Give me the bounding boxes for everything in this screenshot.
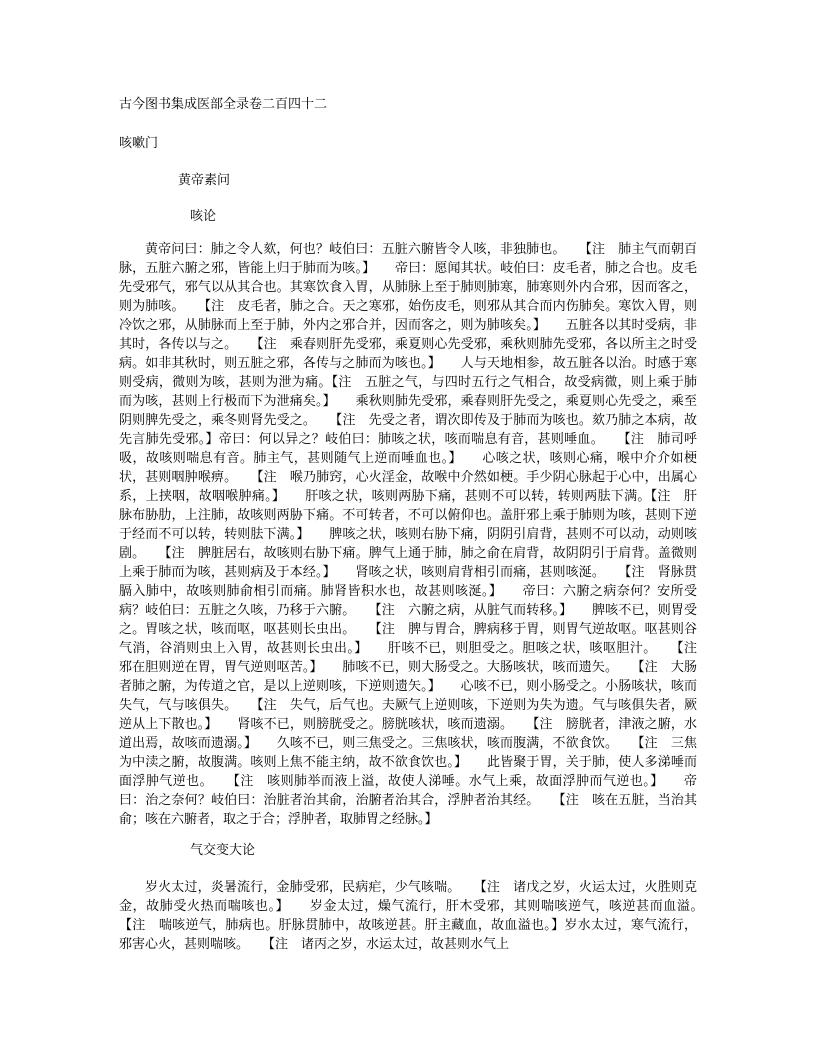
chapter-title-qijiaobian: 气交变大论 bbox=[190, 843, 256, 858]
chapter-body-text-qijiaobian: 岁火太过，炎暑流行，金肺受邪，民病疟，少气咳喘。 【注 诸戊之岁，火运太过，火胜则克金，故肺受火热而喘咳也。】 岁金太过，燥气流行，肝木受邪，其则喘咳逆气，咳逆甚而血溢。 【注 喘咳逆气，肺病也。肝脉贯肺中，故咳逆甚。肝主藏血，故血溢也。】岁水太过，寒气流行，邪害心火，甚则喘咳。 【注 诸丙之岁，水运太过，故甚则水气上 bbox=[119, 880, 724, 952]
chapter-body-text: 黄帝问曰：肺之令人欬，何也？岐伯曰：五脏六腑皆令人咳，非独肺也。 【注 肺主气而朝百脉，五脏六腑之邪，皆能上归于肺而为咳。】 帝曰：愿闻其状。岐伯曰：皮毛者，肺之合也。皮毛先受邪气，邪气以从其合也。其寒饮食入胃，从肺脉上至于肺则肺寒，肺寒则外内合邪，因而客之，则为肺咳。 【注 皮毛者，肺之合。天之寒邪，始伤皮毛，则邪从其合而内伤肺矣。寒饮入胃，则冷饮之邪，从肺脉而上至于肺，外内之邪合并，因而客之，则为肺咳矣。】 五脏各以其时受病，非其时，各传以与之。 【注 乘春则肝先受邪，乘夏则心先受邪，乘秋则肺先受邪，各以所主之时受病。如非其秋时，则五脏之邪，各传与之肺而为咳也。】 人与天地相参，故五脏各以治。时感于寒则受病，微则为咳，甚则为泄为痛。【注 五脏之气，与四时五行之气相合，故受病微，则上乘于肺而为咳，甚则上行极而下为泄痛矣。】 乘秋则肺先受邪，乘春则肝先受之，乘夏则心先受之，乘至阴则脾先受之，乘冬则肾先受之。 【注 先受之者，谓次即传及于肺而为咳也。欬乃肺之本病，故先言肺先受邪。】帝曰：何以异之？岐伯曰：肺咳之状，咳而喘息有音，甚则唾血。 【注 肺司呼吸，故咳则喘息有音。肺主气，甚则随气上逆而唾血也。】 心咳之状，咳则心痛，喉中介介如梗状，甚则咽肿喉痹。 【注 喉乃肺窍，心火淫金，故喉中介然如梗。手少阴心脉起于心中，出属心系，上挟咽，故咽喉肿痛。】 肝咳之状，咳则两胁下痛，甚则不可以转，转则两胠下满。【注 肝脉布胁肋，上注肺，故咳则两胁下痛。不可转者，不可以俯仰也。盖肝邪上乘于肺则为咳，甚则下逆于经而不可以转，转则胠下满。】 脾咳之状，咳则右胁下痛，阴阴引肩背，甚则不可以动，动则咳剧。 【注 脾脏居右，故咳则右胁下痛。脾气上通于肺，肺之俞在肩背，故阴阴引于肩背。盖微则上乘于肺而为咳，甚则病及于本经。】 肾咳之状，咳则肩背相引而痛，甚则咳涎。 【注 肾脉贯膈入肺中，故咳则肺俞相引而痛。肺肾皆积水也，故甚则咳涎。】 帝曰：六腑之病奈何？安所受病？岐伯曰：五脏之久咳，乃移于六腑。 【注 六腑之病，从脏气而转移。】 脾咳不已，则胃受之。胃咳之状，咳而呕，呕甚则长虫出。 【注 脾与胃合，脾病移于胃，则胃气逆故呕。呕甚则谷气消，谷消则虫上入胃，故甚则长虫出。】 肝咳不已，则胆受之。胆咳之状，咳呕胆汁。 【注 邪在胆则逆在胃，胃气逆则呕苦。】 肺咳不已，则大肠受之。大肠咳状，咳而遗矢。 【注 大肠者肺之腑，为传道之官，是以上逆则咳，下逆则遗矢。】 心咳不已，则小肠受之。小肠咳状，咳而失气，气与咳俱失。 【注 失气，后气也。夫厥气上逆则咳，下逆则为失为遗。气与咳俱失者，厥逆从上下散也。】 肾咳不已，则膀胱受之。膀胱咳状，咳而遗溺。 【注 膀胱者，津液之腑，水道出焉，故咳而遗溺。】 久咳不已，则三焦受之。三焦咳状，咳而腹满，不欲食饮。 【注 三焦为中渎之腑，故腹满。咳则上焦不能主纳，故不欲食饮也。】 此皆聚于胃，关于肺，使人多涕唾而面浮肿气逆也。 【注 咳则肺举而液上溢，故使人涕唾。水气上乘，故面浮肿而气逆也。】 帝曰：治之奈何？岐伯曰：治脏者治其俞，治腑者治其合，浮肿者治其经。 【注 咳在五脏，当治其俞；咳在六腑者，取之于合；浮肿者，取肺胃之经脉。】 bbox=[119, 242, 711, 827]
chapter-title: 咳论 bbox=[190, 209, 217, 224]
section-title: 咳嗽门 bbox=[119, 136, 159, 151]
source-title: 黄帝素问 bbox=[178, 173, 231, 188]
book-title: 古今图书集成医部全录卷二百四十二 bbox=[119, 97, 328, 112]
